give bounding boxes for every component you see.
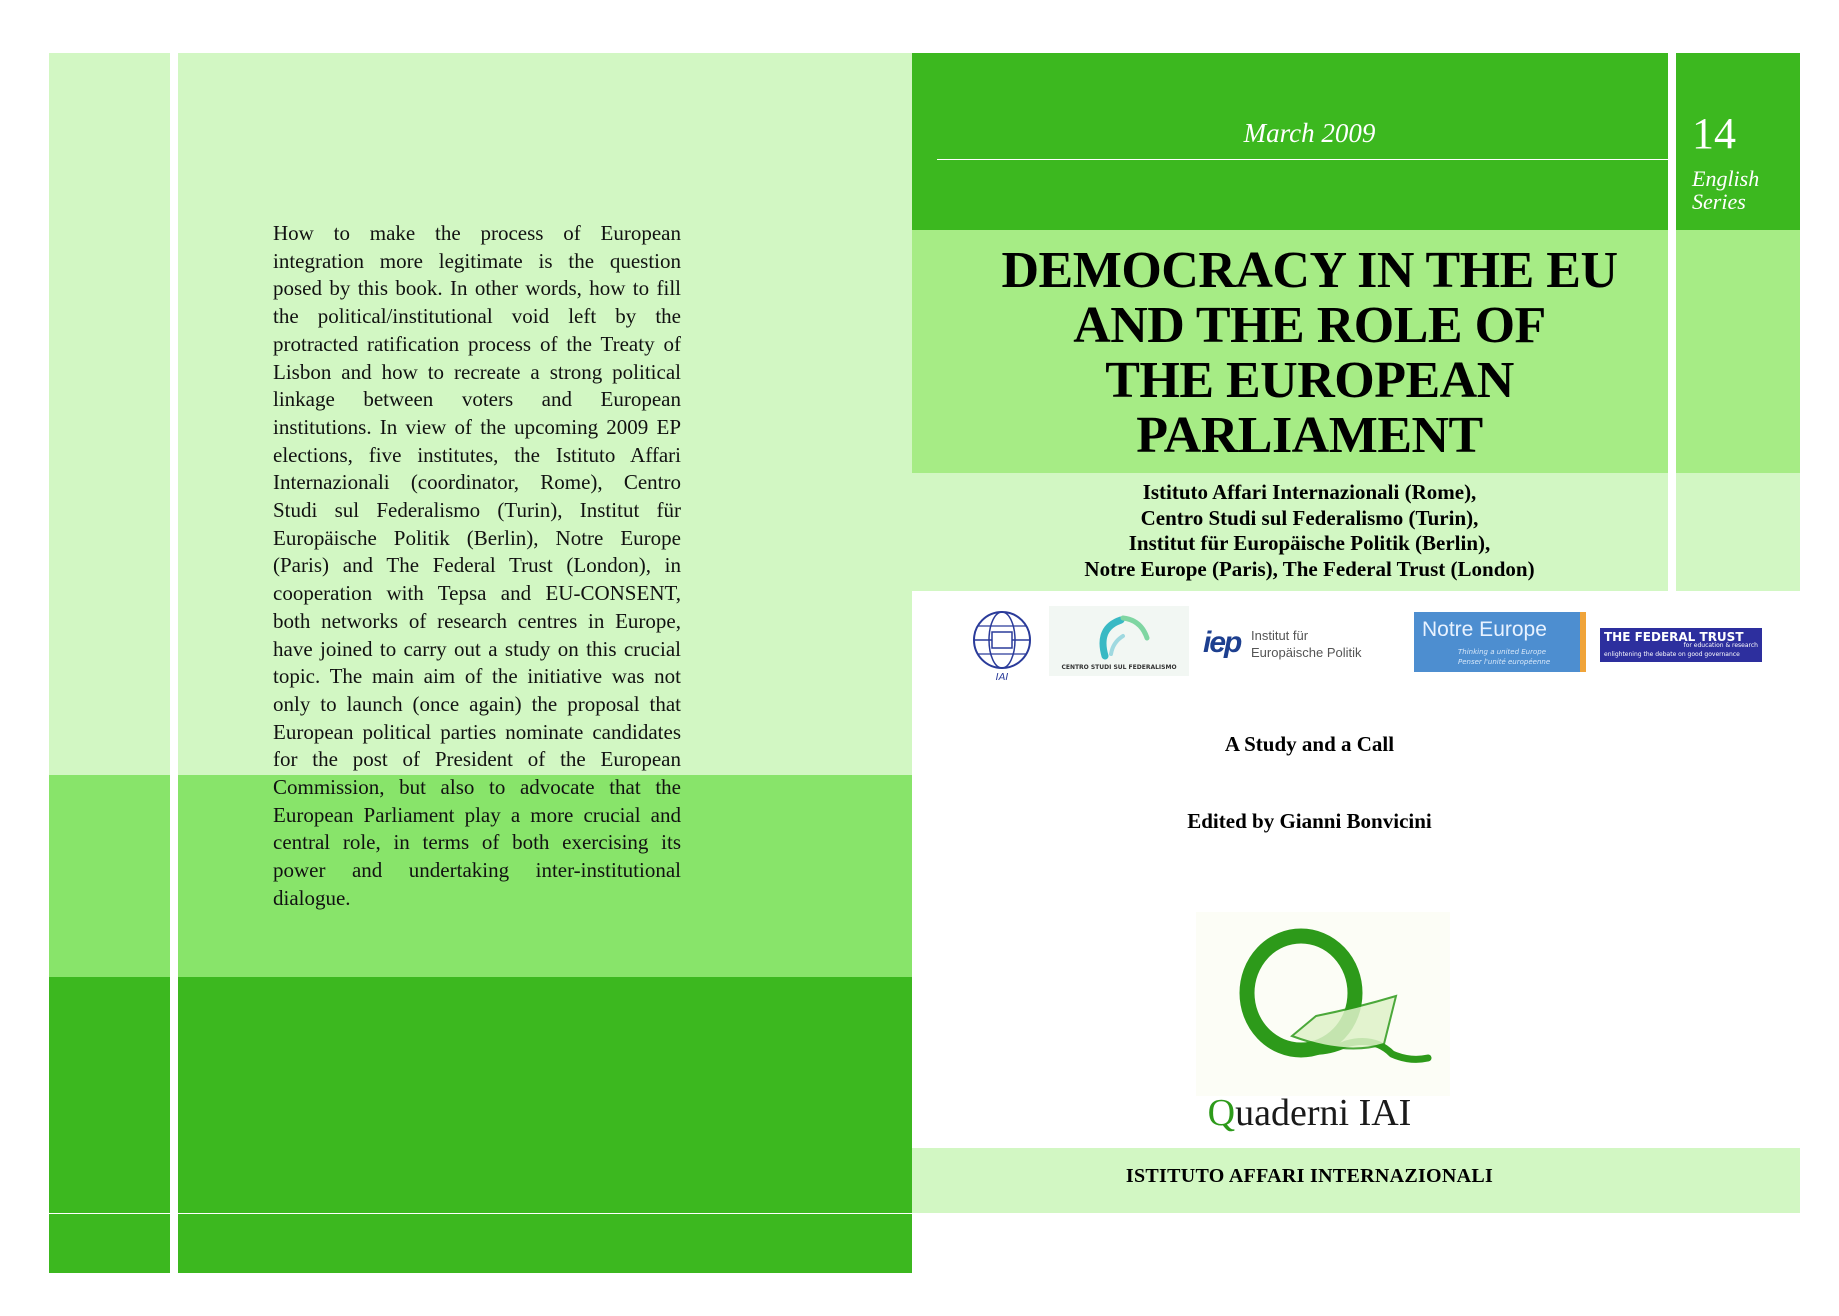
publisher-institute: ISTITUTO AFFARI INTERNAZIONALI	[1125, 1165, 1494, 1187]
series-wordmark-rest: uaderni IAI	[1235, 1092, 1412, 1134]
iep-logo	[1203, 622, 1403, 668]
federal-trust-logo	[1600, 628, 1762, 662]
book-subtitle: A Study and a Call	[1224, 732, 1395, 756]
series-label	[1692, 167, 1802, 213]
iep-logo-line1: Institut für	[1251, 628, 1309, 643]
federal-trust-tagline: enlightening the debate on good governance	[1604, 651, 1740, 658]
iai-logo	[972, 608, 1032, 684]
notre-europe-tagline-2: Penser l'unité européenne	[1458, 658, 1551, 666]
series-wordmark-q: Q	[1207, 1092, 1236, 1134]
publisher-line: Institut für Europäische Politik (Berlin),	[1128, 531, 1491, 555]
back-bg-bottom	[49, 977, 912, 1273]
title-line: PARLIAMENT	[1136, 407, 1483, 464]
iai-logo-label: IAI	[995, 672, 1009, 683]
series-label-line1: English	[1692, 166, 1760, 191]
series-label-line2: Series	[1692, 189, 1746, 214]
issue-number: 14	[1692, 109, 1736, 158]
series-wordmark	[912, 1091, 1707, 1135]
back-bottom-rule	[49, 1213, 912, 1214]
notre-europe-tagline-1: Thinking a united Europe	[1458, 648, 1547, 656]
book-title	[912, 243, 1707, 463]
publisher-line: Centro Studi sul Federalismo (Turin),	[1140, 505, 1479, 530]
publisher-line: Notre Europe (Paris), The Federal Trust (London)	[1084, 556, 1535, 581]
iep-logo-mark: iep	[1203, 626, 1241, 659]
title-line: AND THE ROLE OF	[1073, 297, 1546, 354]
date-rule	[937, 159, 1672, 160]
back-cover-blurb: How to make the process of European integration more legitimate is the question posed by this book. In other words, how to fill the political/institutional void left by the protracted ratification process of the Treaty of Lisbon and how to recreate a strong political linkage between voters and European institutions. In view of the upcoming 2009 EP elections, five institutes, the Istituto Affari Internazionali (coordinator, Rome), Centro Studi sul Federalismo (Turin), Institut für Europäische Politik (Berlin), Notre Europe (Paris) and The Federal Trust (London), in cooperation with Tepsa and EU-CONSENT, both networks of research centres in Europe, have joined to carry out a study on this crucial topic. The main aim of the initiative was not only to launch (once again) the proposal that European political parties nominate candidates for the post of President of the European Commission, but also to advocate that the European Parliament play a more crucial and central role, in terms of both exercising its power and undertaking inter-institutional dialogue.	[273, 221, 681, 910]
federal-trust-sub: for education & research	[1683, 642, 1758, 649]
iep-logo-line2: Europäische Politik	[1251, 645, 1362, 660]
title-line: DEMOCRACY IN THE EU	[1001, 242, 1618, 299]
title-line: THE EUROPEAN	[1105, 352, 1514, 409]
federal-trust-name: THE FEDERAL TRUST	[1604, 630, 1744, 644]
quaderni-iai-logo	[1196, 912, 1450, 1096]
csf-logo	[1049, 606, 1189, 676]
publisher-line: Istituto Affari Internazionali (Rome),	[1142, 480, 1477, 504]
back-spine-rule	[170, 53, 178, 1273]
issue-date: March 2009	[1243, 118, 1376, 148]
notre-europe-name: Notre Europe	[1422, 618, 1547, 641]
notre-europe-logo	[1414, 612, 1586, 672]
book-editor: Edited by Gianni Bonvicini	[1187, 809, 1432, 833]
notre-europe-accent	[1580, 612, 1586, 672]
csf-logo-label: CENTRO STUDI SUL FEDERALISMO	[1061, 664, 1177, 671]
publisher-list	[912, 480, 1707, 582]
